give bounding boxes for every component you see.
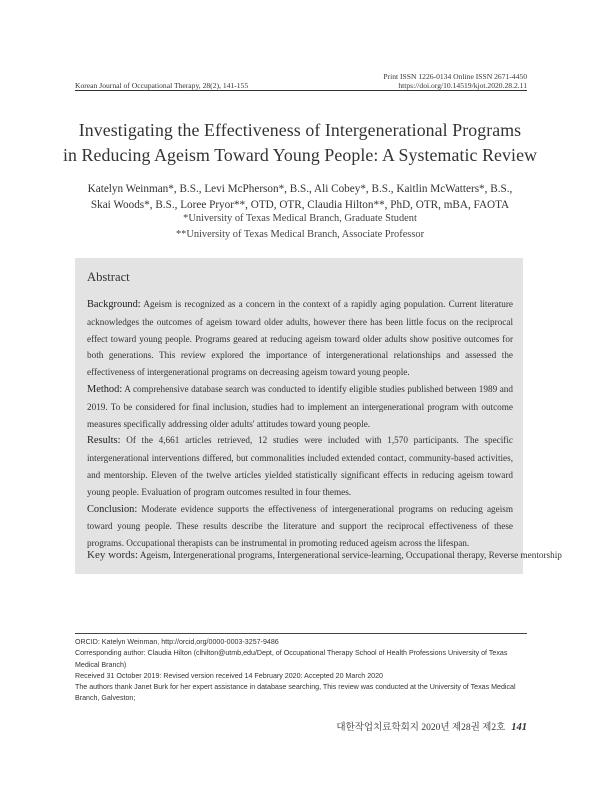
abstract-heading: Abstract bbox=[87, 270, 130, 284]
keywords-label: Key words: bbox=[87, 549, 139, 561]
doi-link[interactable]: https://doi.org/10.14519/kjot.2020.28.2.11 bbox=[398, 81, 527, 90]
journal-footer-text: 대한작업치료학회지 2020년 제28권 제2호 bbox=[336, 723, 506, 733]
footnotes bbox=[75, 637, 527, 705]
footnote-rule bbox=[75, 633, 527, 634]
paper-title-line2: in Reducing Ageism Toward Young People: A Systematic Review bbox=[62, 145, 538, 165]
affiliation-2: **University of Texas Medical Branch, Associate Professor bbox=[175, 229, 425, 240]
keywords bbox=[87, 549, 562, 561]
results-label: Results: bbox=[87, 435, 121, 447]
header-rule bbox=[75, 90, 527, 91]
conclusion-text: Moderate evidence supports the effectiveness of intergenerational programs on reducing ageism toward young people. These results describe the literature and support the reciprocal effectiveness of these programs. Occupational therapists can be instrumental in promoting reduced ageism across the lifespan. bbox=[87, 503, 514, 549]
authors-line1: Katelyn Weinman*, B.S., Levi McPherson*, B.S., Ali Cobey*, B.S., Kaitlin McWatters*, B.S., bbox=[87, 183, 513, 195]
journal-citation: Korean Journal of Occupational Therapy, 28(2), 141-155 bbox=[75, 81, 249, 90]
journal-footer bbox=[336, 719, 527, 733]
conclusion-label: Conclusion: bbox=[87, 503, 138, 515]
abstract-background bbox=[87, 296, 513, 381]
abstract-conclusion bbox=[87, 501, 513, 552]
orcid-note: ORCID: Katelyn Weinman, http://orcid,org/0000-0003-3257-9486 bbox=[75, 638, 279, 646]
paper-title-line1: Investigating the Effectiveness of Intergenerational Programs bbox=[78, 120, 522, 140]
authors-line2: Skai Woods*, B.S., Loree Pryor**, OTD, OTR, Claudia Hilton**, PhD, OTR, mBA, FAOTA bbox=[90, 199, 510, 211]
results-text: Of the 4,661 articles retrieved, 12 studies were included with 1,570 participants. The specific intergenerational interventions differed, but commonalities included extended contact, community-based activities, and mentorship. Eleven of the twelve articles yielded statistically significant effects in reducing ageism toward young people. Evaluation of program outcomes resulted in four themes. bbox=[87, 435, 513, 497]
method-text: A comprehensive database search was conducted to identify eligible studies published between 1989 and 2019. To be considered for final inclusion, studies had to implement an intergenerational program with outcome measures specifically addressing older adults' attitudes toward young people. bbox=[87, 383, 513, 429]
thanks-note: The authors thank Janet Burk for her expert assistance in database searching, This review was conducted at the University of Texas Medical Branch, Galveston; bbox=[75, 683, 516, 703]
issn-line: Print ISSN 1226-0134 Online ISSN 2671-4450 bbox=[383, 72, 527, 81]
abstract-results bbox=[87, 432, 513, 500]
method-label: Method: bbox=[87, 383, 123, 395]
background-label: Background: bbox=[87, 299, 141, 310]
keywords-text: Ageism, Intergenerational programs, Intergenerational service-learning, Occupational therapy, Reverse mentorship bbox=[139, 550, 562, 560]
corresponding-note: Corresponding author: Claudia Hilton (clhilton@utmb,edu/Dept, of Occupational Therapy School of Health Professions University of Texas Medical Branch) bbox=[75, 649, 508, 669]
abstract-method bbox=[87, 381, 513, 432]
page-number: 141 bbox=[511, 722, 527, 733]
abstract-body bbox=[87, 296, 513, 552]
received-note: Received 31 October 2019: Revised version received 14 February 2020: Accepted 20 March 2020 bbox=[75, 671, 383, 680]
affiliation-1: *University of Texas Medical Branch, Graduate Student bbox=[183, 213, 417, 224]
background-text: Ageism is recognized as a concern in the context of a rapidly aging population. Current literature acknowledges the outcomes of ageism toward older adults, however there has been little focus on the reciprocal effect toward young people. Programs geared at reducing ageism toward older adults show positive outcomes for both generations. This review explored the importance of intergenerational relationships and assessed the effectiveness of intergenerational programs on decreasing ageism toward young people. bbox=[87, 299, 513, 378]
